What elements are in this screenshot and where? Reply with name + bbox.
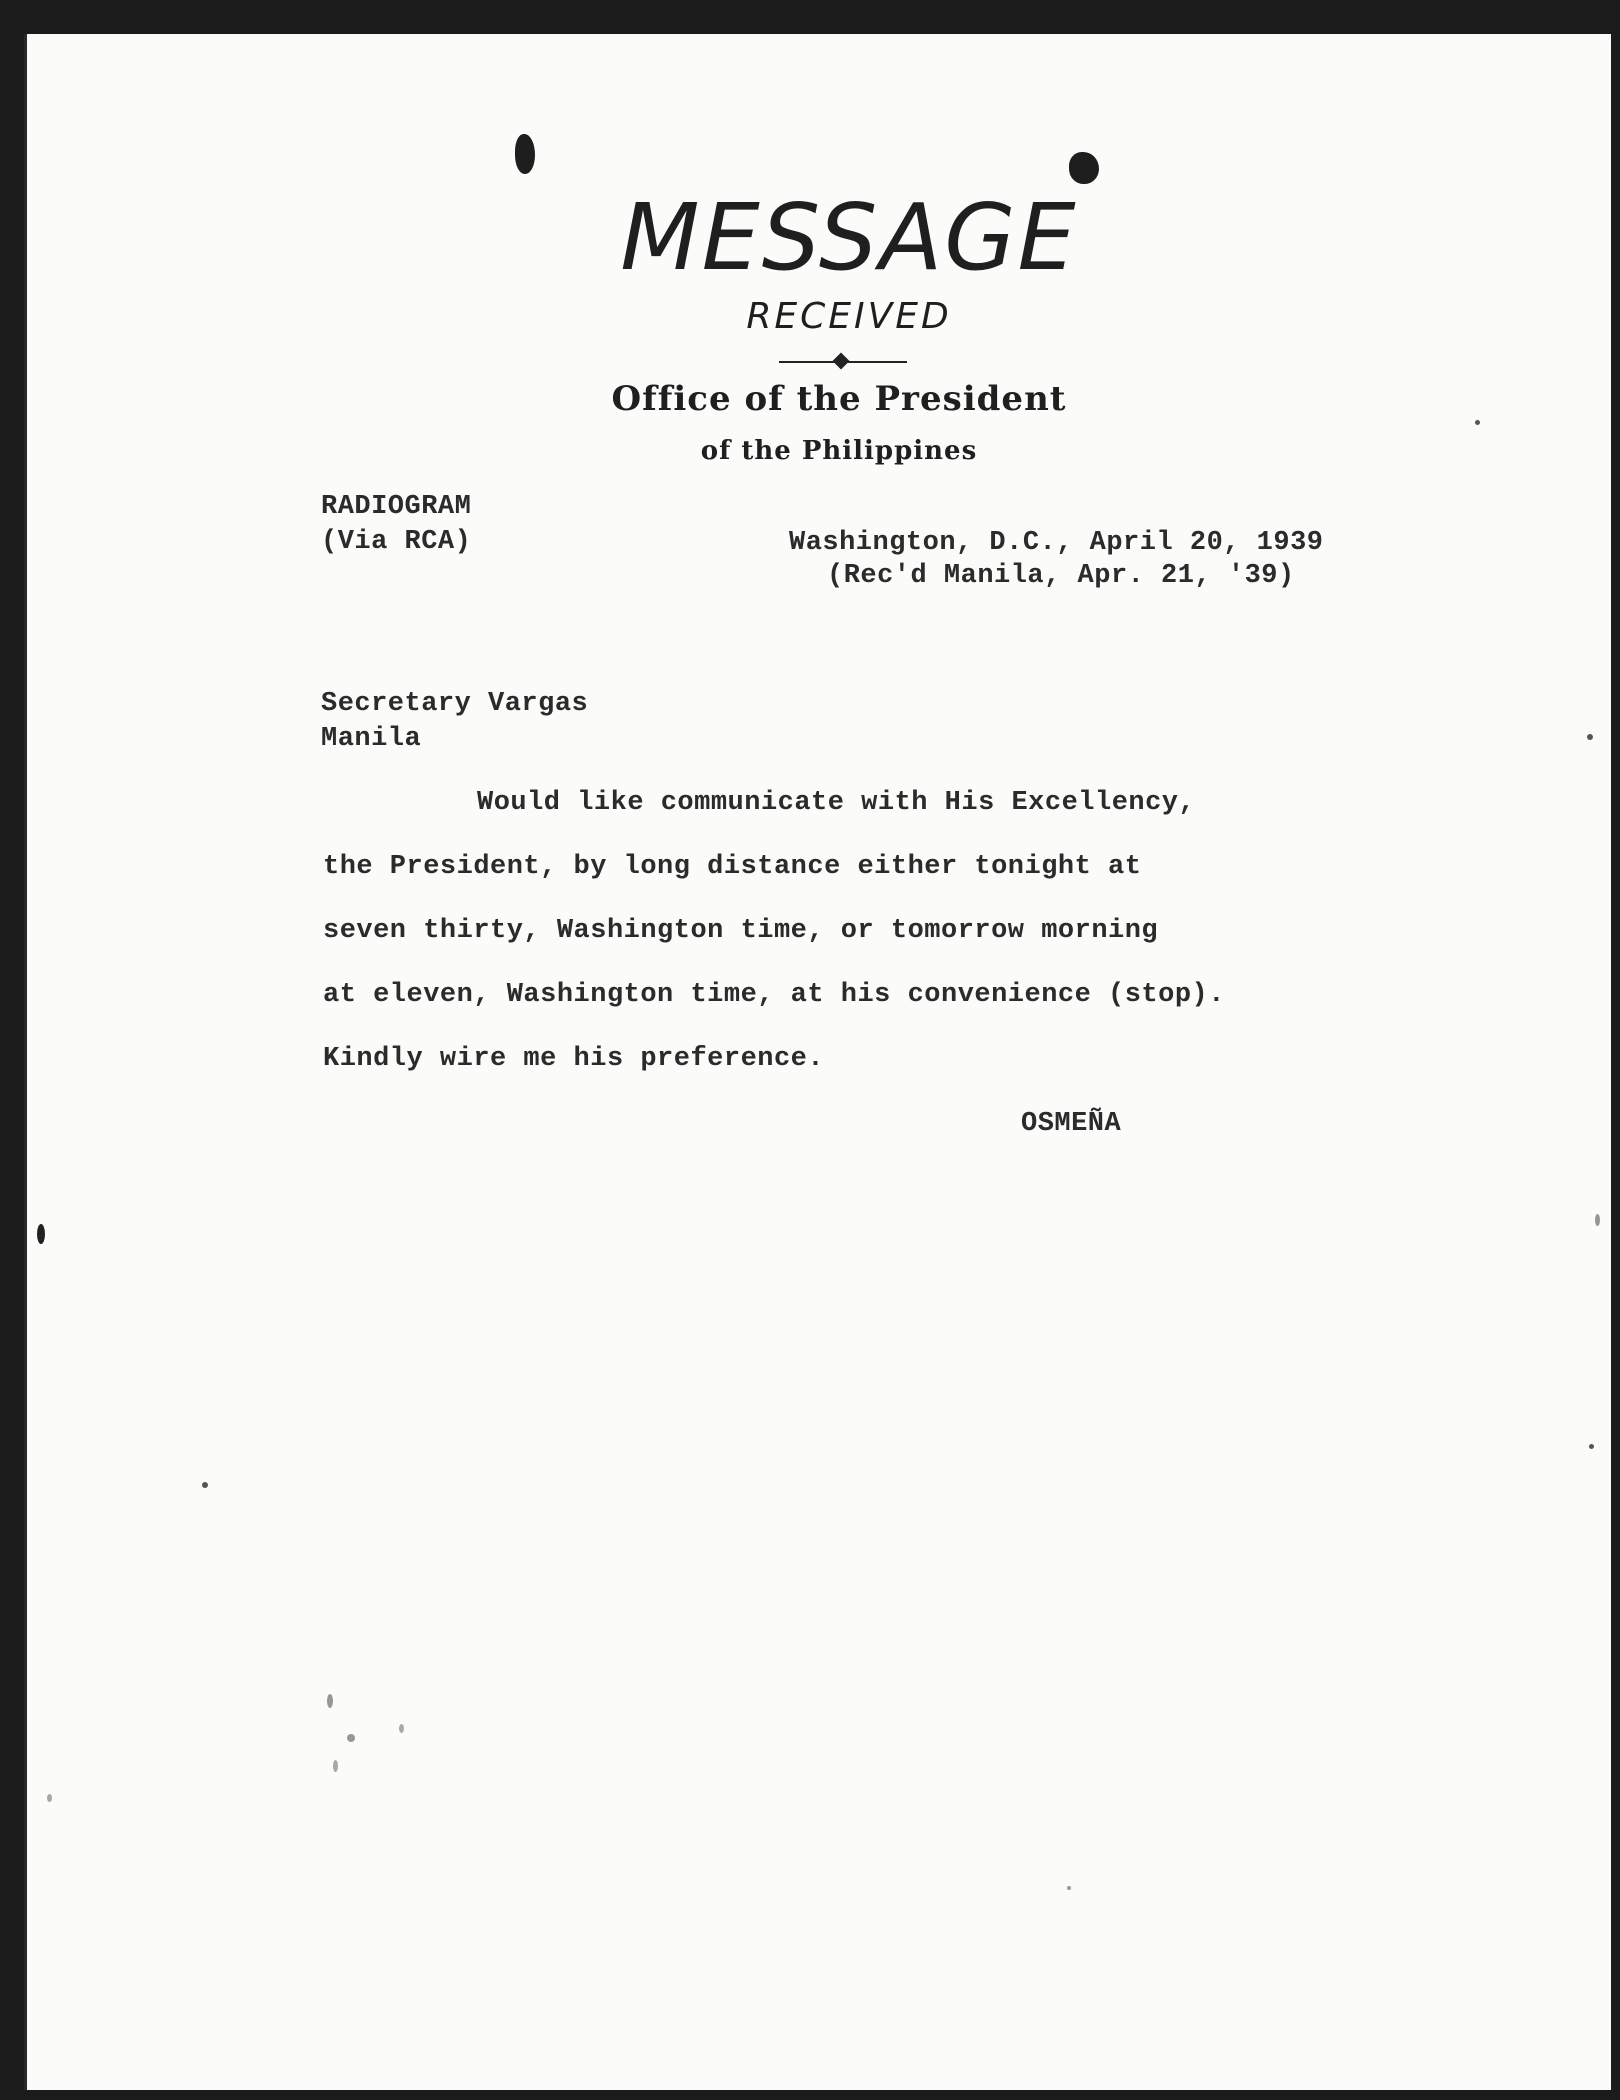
message-type: RADIOGRAM: [321, 492, 472, 522]
letterhead-office: Office of the President: [611, 379, 1067, 419]
paper-speck: [202, 1482, 208, 1488]
paper-speck: [327, 1694, 333, 1708]
body-line: seven thirty, Washington time, or tomorrow morning: [323, 916, 1159, 946]
addressee-city: Manila: [321, 724, 422, 754]
paper-speck: [399, 1724, 404, 1733]
paper-speck: [1595, 1214, 1600, 1226]
letterhead-subtitle: RECEIVED: [746, 296, 952, 337]
paper-speck: [1067, 1886, 1071, 1890]
punch-hole-left: [515, 134, 535, 174]
signature: OSMEÑA: [1021, 1109, 1122, 1139]
paper-speck: [347, 1734, 355, 1742]
body-line: at eleven, Washington time, at his convenience (stop).: [323, 980, 1225, 1010]
letterhead-country: of the Philippines: [700, 436, 978, 466]
paper-speck: [1475, 420, 1480, 425]
paper-speck: [1589, 1444, 1594, 1449]
paper-speck: [333, 1760, 338, 1772]
body-line: Would like communicate with His Excellency,: [477, 788, 1196, 818]
body-line: the President, by long distance either tonight at: [323, 852, 1142, 882]
addressee-name: Secretary Vargas: [321, 689, 589, 719]
message-route: (Via RCA): [321, 527, 472, 557]
body-line: Kindly wire me his preference.: [323, 1044, 825, 1074]
paper-speck: [37, 1224, 45, 1244]
paper-speck: [1587, 734, 1593, 740]
paper-speck: [47, 1794, 52, 1802]
letterhead-title: MESSAGE: [620, 184, 1078, 291]
paper-sheet: [24, 34, 1611, 2090]
received-note: (Rec'd Manila, Apr. 21, '39): [827, 561, 1295, 591]
dateline: Washington, D.C., April 20, 1939: [789, 528, 1324, 558]
punch-hole-right: [1069, 152, 1099, 184]
divider-ornament-icon: [833, 353, 850, 370]
